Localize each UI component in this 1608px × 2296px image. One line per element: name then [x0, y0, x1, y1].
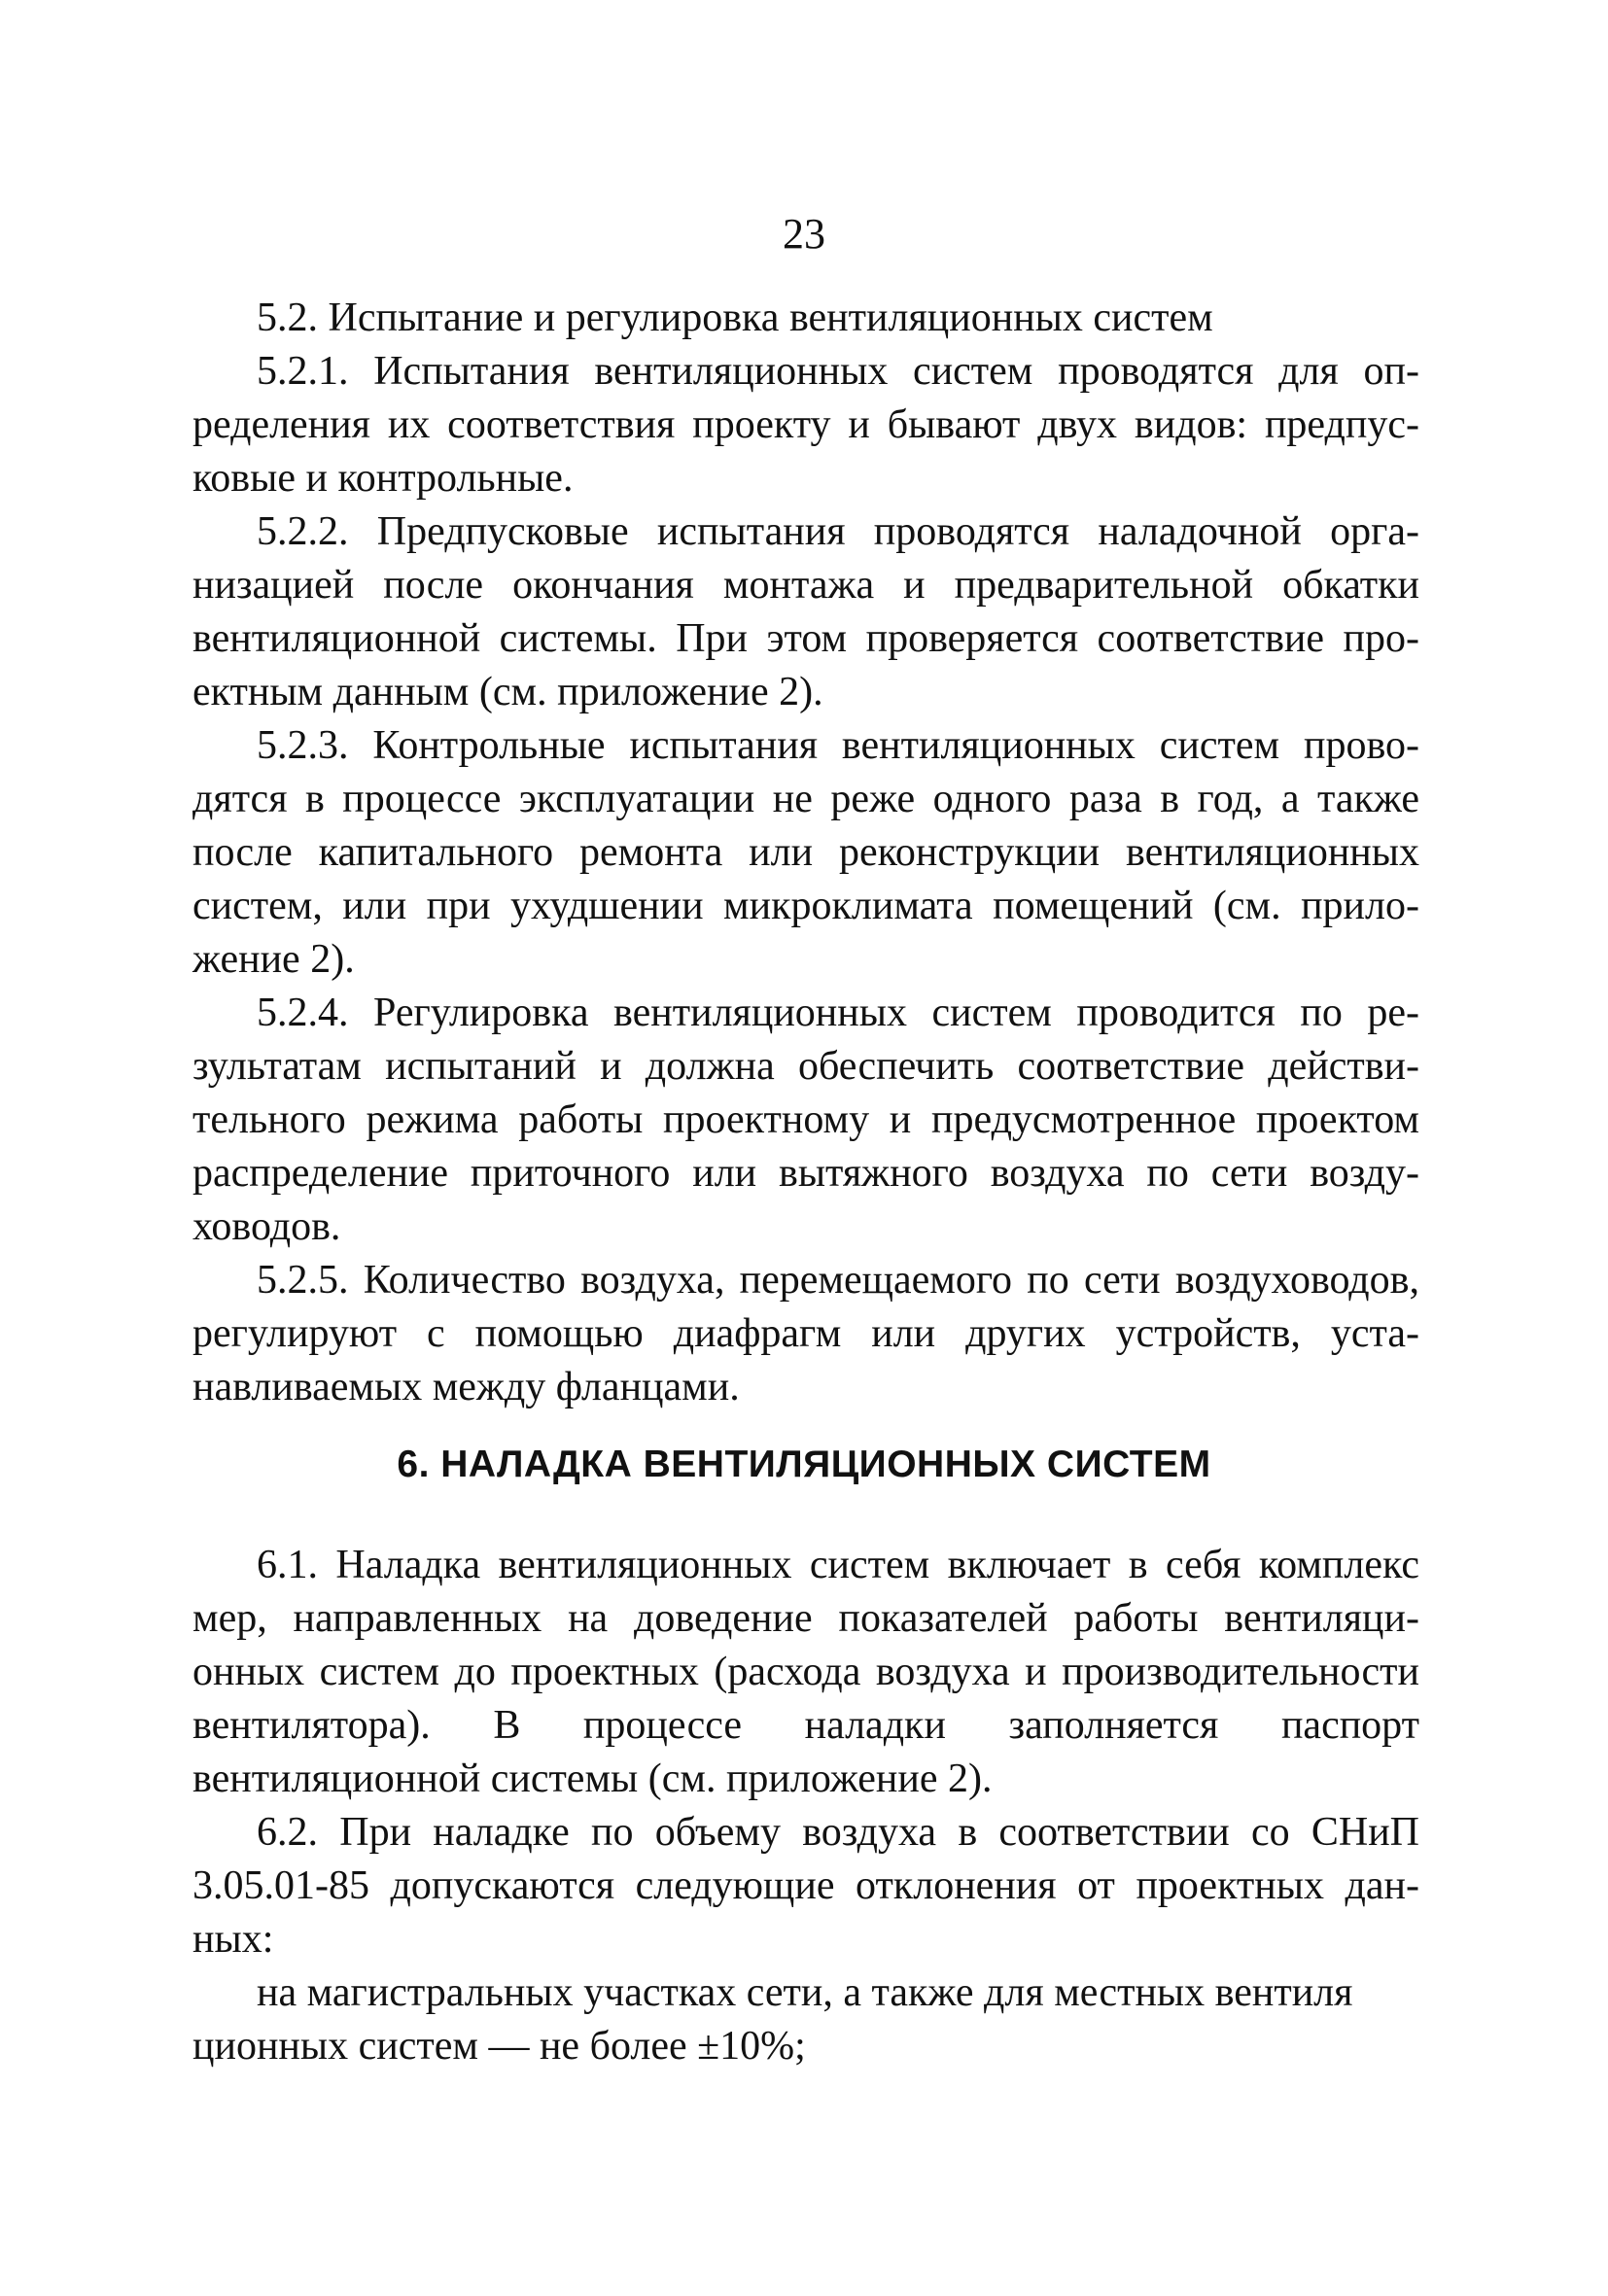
paragraph-5-2-5: 5.2.5. Количество воздуха, перемещаемого по сети воздуховодов, регулируют с помощью диафрагм или других устройств, устанавливаемых между фланцами. [192, 1258, 1419, 1409]
page-number: 23 [783, 210, 825, 258]
list-item-deviation: на магистральных участках сети, а также для местных вентиля [257, 1970, 1353, 2015]
paragraph-5-2-2: 5.2.2. Предпусковые испытания проводятся наладочной организацией после окончания монтажа и предварительной обкатки вентиляционной системы. При этом проверяется соответствие проектным данным (см. приложение 2). [192, 509, 1419, 714]
paragraph-5-2-4: 5.2.4. Регулировка вентиляционных систем проводится по результатам испытаний и должна обеспечить соответствие действительного режима работы проектному и предусмотренное проектом распределение приточного или вытяжного воздуха по сети воздуховодов. [192, 991, 1419, 1249]
paragraph-5-2-1: 5.2.1. Испытания вентиляционных систем проводятся для определения их соответствия проекту и бывают двух видов: предпусковые и контрольные. [192, 349, 1419, 501]
section-6 [192, 1539, 1419, 2073]
section-title-5-2: 5.2. Испытание и регулировка вентиляционных систем [257, 296, 1213, 340]
paragraph-5-2-3: 5.2.3. Контрольные испытания вентиляционных систем проводятся в процессе эксплуатации не реже одного раза в год, а также после капитального ремонта или реконструкции вентиляционных систем, или при ухудшении микроклимата помещений (см. приложение 2). [192, 723, 1419, 982]
paragraph-6-2: 6.2. При наладке по объему воздуха в соответствии со СНиП 3.05.01-85 допускаются следующие отклонения от проектных данных: [192, 1810, 1419, 1962]
paragraph-6-1: 6.1. Наладка вентиляционных систем включает в себя комплекс мер, направленных на доведение показателей работы вентиляционных систем до проектных (расхода воздуха и производительности вентилятора). В процессе наладки заполняется паспорт вентиляционной системы (см. приложение 2). [192, 1543, 1419, 1801]
list-item-deviation-continued: ционных систем — не более ±10%; [192, 2024, 806, 2069]
section-5-2 [192, 292, 1419, 1414]
section-heading-6: 6. НАЛАДКА ВЕНТИЛЯЦИОННЫХ СИСТЕМ [397, 1444, 1211, 1485]
